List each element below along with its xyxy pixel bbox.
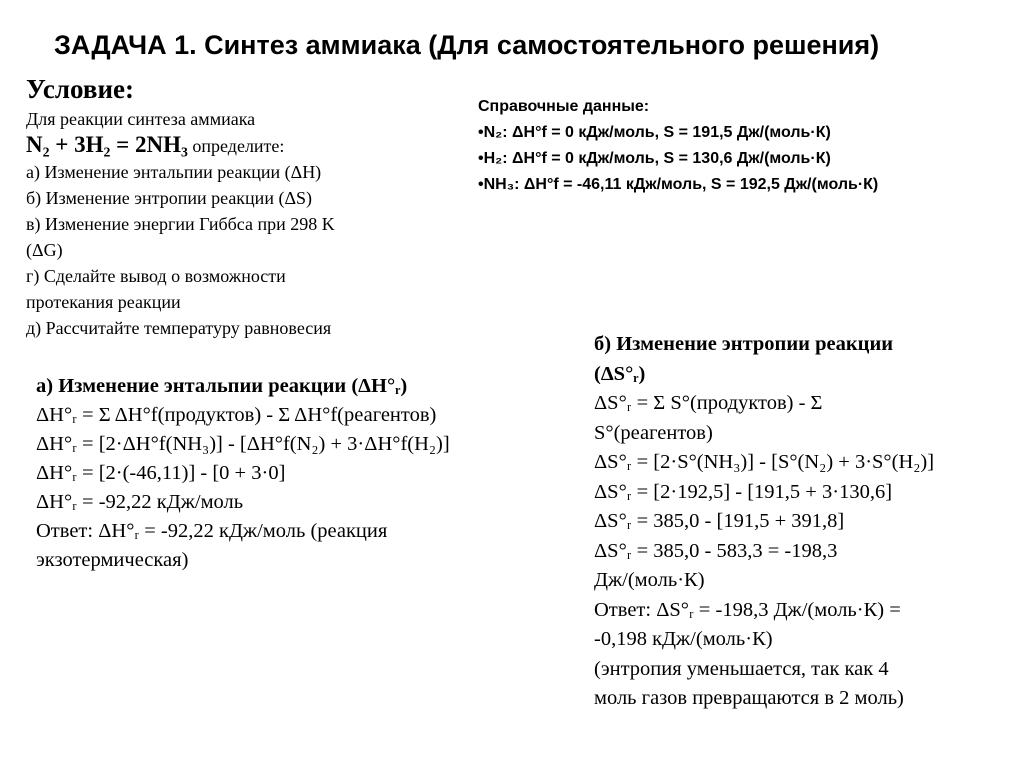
condition-item: д) Рассчитайте температуру равновесия (26, 318, 332, 338)
reaction-line (26, 132, 446, 159)
part-b-line: Дж/(моль·К) (594, 569, 705, 591)
part-a-heading: а) Изменение энтальпии реакции (ΔH°ᵣ) (36, 375, 408, 397)
part-b-entropy (594, 330, 1014, 714)
part-b-note: (энтропия уменьшается, так как 4 (594, 657, 889, 680)
condition-item: в) Изменение энергии Гиббса при 298 K (26, 214, 335, 234)
part-b-line: ΔS°ᵣ = [2·192,5] - [191,5 + 3·130,6] (594, 480, 893, 503)
part-a-line: ΔH°ᵣ = -92,22 кДж/моль (36, 491, 244, 513)
part-a-line: ΔH°ᵣ = [2·(-46,11)] - [0 + 3·0] (36, 462, 286, 484)
condition-item: протекания реакции (26, 292, 181, 312)
part-a-line: ΔH°ᵣ = [2·ΔH°f(NH₃)] - [ΔH°f(N₂) + 3·ΔH°f(H₂)] (36, 433, 450, 455)
part-a-enthalpy (36, 372, 576, 575)
part-a-line: ΔH°ᵣ = Σ ΔH°f(продуктов) - Σ ΔH°f(реагентов) (36, 404, 437, 426)
reference-item: •N₂: ΔH°f = 0 кДж/моль, S = 191,5 Дж/(моль·К) (478, 124, 831, 141)
part-a-answer-cont: экзотермическая) (36, 549, 189, 571)
part-b-line: ΔS°ᵣ = [2·S°(NH₃)] - [S°(N₂) + 3·S°(H₂)] (594, 451, 935, 473)
condition-heading: Условие: (26, 74, 134, 104)
reference-item: •H₂: ΔH°f = 0 кДж/моль, S = 130,6 Дж/(моль·К) (478, 150, 831, 167)
part-b-line: ΔS°ᵣ = 385,0 - 583,3 = -198,3 (594, 539, 838, 562)
part-a-answer: Ответ: ΔH°ᵣ = -92,22 кДж/моль (реакция (36, 520, 388, 542)
part-b-heading: б) Изменение энтропии реакции (594, 333, 894, 355)
reaction-equation: N₂ + 3H₂ = 2NH₃ (26, 132, 188, 157)
reaction-suffix: определите: (187, 136, 285, 156)
part-b-line: S°(реагентов) (594, 421, 713, 444)
condition-item: (ΔG) (26, 240, 63, 260)
part-b-answer-cont: -0,198 кДж/(моль·К) (594, 628, 773, 650)
condition-item: б) Изменение энтропии реакции (ΔS) (26, 188, 313, 208)
reference-block (478, 94, 1018, 198)
part-b-line: ΔS°ᵣ = 385,0 - [191,5 + 391,8] (594, 510, 845, 532)
reference-item: •NH₃: ΔH°f = -46,11 кДж/моль, S = 192,5 Дж/(моль·К) (478, 176, 879, 193)
page-title: ЗАДАЧА 1. Синтез аммиака (Для самостоятельного решения) (54, 30, 880, 60)
part-b-line: ΔS°ᵣ = Σ S°(продуктов) - Σ (594, 392, 823, 414)
condition-item: г) Сделайте вывод о возможности (26, 266, 286, 286)
part-b-answer: Ответ: ΔS°ᵣ = -198,3 Дж/(моль·К) = (594, 598, 901, 621)
part-b-note-cont: моль газов превращаются в 2 моль) (594, 687, 904, 709)
condition-block (26, 106, 446, 341)
reference-heading: Справочные данные: (478, 98, 650, 115)
part-b-heading-cont: (ΔS°ᵣ) (594, 362, 646, 385)
condition-intro: Для реакции синтеза аммиака (26, 109, 256, 129)
condition-item: а) Изменение энтальпии реакции (ΔH) (26, 162, 322, 182)
